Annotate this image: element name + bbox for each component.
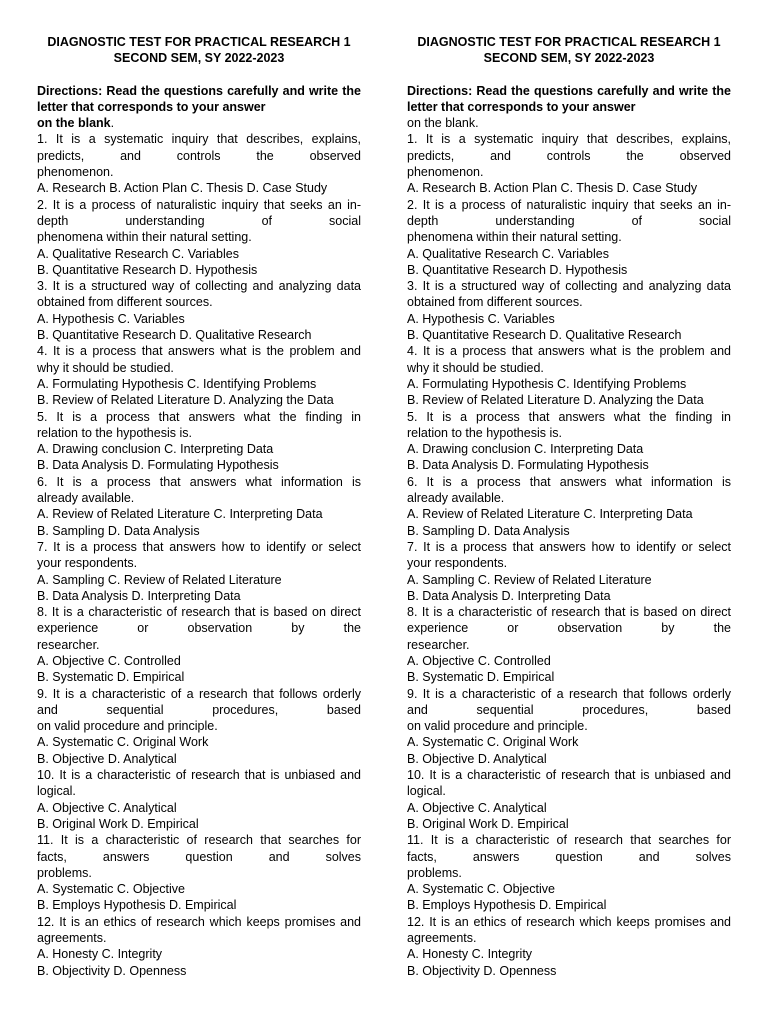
answer-options: A. Sampling C. Review of Related Literature: [407, 572, 652, 587]
question-text: why it should be studied.: [407, 360, 544, 375]
answer-options: A. Honesty C. Integrity: [37, 947, 163, 962]
answer-options: A. Objective C. Analytical: [407, 800, 547, 815]
question-text: 10. It is a characteristic of research that is unbiased and: [37, 768, 361, 783]
question-text: predicts, and controls the observed: [407, 148, 731, 163]
answer-options: B. Objectivity D. Openness: [37, 963, 187, 978]
question-text: depth understanding of social: [407, 213, 731, 228]
answer-options: B. Original Work D. Empirical: [407, 816, 569, 831]
directions: [407, 83, 731, 132]
answer-options: A. Honesty C. Integrity: [407, 947, 533, 962]
question-text: and sequential procedures, based: [407, 702, 731, 717]
question-item: [37, 832, 361, 913]
question-text: 11. It is a characteristic of research that searches for: [407, 833, 731, 848]
answer-options: B. Quantitative Research D. Qualitative Research: [407, 328, 682, 343]
question-item: [37, 409, 361, 474]
question-text: 7. It is a process that answers how to identify or select: [37, 539, 361, 554]
question-item: [37, 131, 361, 196]
question-text: on valid procedure and principle.: [37, 719, 218, 734]
question-text: 10. It is a characteristic of research that is unbiased and: [407, 768, 731, 783]
question-item: [37, 343, 361, 408]
question-text: already available.: [407, 491, 505, 506]
answer-options: B. Data Analysis D. Interpreting Data: [37, 588, 241, 603]
question-text: 1. It is a systematic inquiry that describes, explains,: [407, 132, 731, 147]
answer-options: A. Review of Related Literature C. Interpreting Data: [37, 507, 323, 522]
question-text: obtained from different sources.: [37, 295, 213, 310]
question-text: phenomenon.: [407, 165, 484, 180]
answer-options: B. Original Work D. Empirical: [37, 816, 199, 831]
answer-options: A. Hypothesis C. Variables: [407, 311, 555, 326]
question-text: agreements.: [407, 931, 477, 946]
directions-line: on the blank.: [407, 116, 479, 131]
question-text: relation to the hypothesis is.: [37, 425, 192, 440]
answer-options: A. Research B. Action Plan C. Thesis D. Case Study: [37, 181, 328, 196]
answer-options: A. Objective C. Controlled: [407, 653, 551, 668]
question-item: [407, 343, 731, 408]
question-text: agreements.: [37, 931, 107, 946]
question-text: 3. It is a structured way of collecting and analyzing data: [37, 279, 361, 294]
question-text: 9. It is a characteristic of a research that follows orderly: [407, 686, 731, 701]
question-text: facts, answers question and solves: [37, 849, 361, 864]
question-text: 12. It is an ethics of research which keeps promises and: [407, 914, 731, 929]
answer-options: A. Drawing conclusion C. Interpreting Data: [407, 442, 644, 457]
answer-options: B. Sampling D. Data Analysis: [407, 523, 570, 538]
directions-line: on the blank.: [37, 116, 115, 131]
question-item: [37, 278, 361, 343]
question-text: 11. It is a characteristic of research that searches for: [37, 833, 361, 848]
answer-options: B. Employs Hypothesis D. Empirical: [37, 898, 237, 913]
test-subtitle: SECOND SEM, SY 2022-2023: [483, 51, 655, 66]
question-text: obtained from different sources.: [407, 295, 583, 310]
answer-options: B. Systematic D. Empirical: [407, 670, 555, 685]
question-text: predicts, and controls the observed: [37, 148, 361, 163]
question-text: your respondents.: [407, 556, 508, 571]
question-item: [407, 686, 731, 767]
answer-options: A. Objective C. Analytical: [37, 800, 177, 815]
directions-line: letter that corresponds to your answer: [407, 99, 636, 114]
question-text: 12. It is an ethics of research which keeps promises and: [37, 914, 361, 929]
question-text: 2. It is a process of naturalistic inquiry that seeks an in-: [37, 197, 361, 212]
question-text: 1. It is a systematic inquiry that describes, explains,: [37, 132, 361, 147]
left-column: [37, 34, 361, 979]
question-item: [37, 914, 361, 979]
question-text: 3. It is a structured way of collecting and analyzing data: [407, 279, 731, 294]
question-text: your respondents.: [37, 556, 138, 571]
answer-options: B. Quantitative Research D. Hypothesis: [37, 262, 258, 277]
directions-line: Directions: Read the questions carefully and write the: [407, 83, 731, 98]
answer-options: B. Data Analysis D. Formulating Hypothesis: [37, 458, 279, 473]
directions-line: Directions: Read the questions carefully and write the: [37, 83, 361, 98]
answer-options: B. Review of Related Literature D. Analyzing the Data: [37, 393, 334, 408]
question-item: [37, 604, 361, 685]
answer-options: B. Data Analysis D. Formulating Hypothesis: [407, 458, 649, 473]
question-text: 7. It is a process that answers how to identify or select: [407, 539, 731, 554]
answer-options: A. Systematic C. Original Work: [37, 735, 209, 750]
answer-options: A. Formulating Hypothesis C. Identifying Problems: [37, 376, 317, 391]
question-text: phenomena within their natural setting.: [37, 230, 252, 245]
question-text: problems.: [37, 865, 92, 880]
question-item: [407, 474, 731, 539]
question-text: 5. It is a process that answers what the finding in: [407, 409, 731, 424]
question-list: [37, 131, 361, 978]
question-item: [37, 767, 361, 832]
question-text: 6. It is a process that answers what information is: [37, 474, 361, 489]
answer-options: B. Quantitative Research D. Qualitative Research: [37, 328, 312, 343]
question-text: why it should be studied.: [37, 360, 174, 375]
answer-options: A. Review of Related Literature C. Interpreting Data: [407, 507, 693, 522]
question-item: [407, 604, 731, 685]
question-item: [407, 832, 731, 913]
answer-options: A. Qualitative Research C. Variables: [407, 246, 609, 261]
question-item: [37, 686, 361, 767]
answer-options: B. Sampling D. Data Analysis: [37, 523, 200, 538]
question-text: facts, answers question and solves: [407, 849, 731, 864]
test-subtitle: SECOND SEM, SY 2022-2023: [113, 51, 285, 66]
question-text: 4. It is a process that answers what is the problem and: [407, 344, 731, 359]
answer-options: A. Formulating Hypothesis C. Identifying Problems: [407, 376, 687, 391]
question-item: [37, 474, 361, 539]
answer-options: B. Quantitative Research D. Hypothesis: [407, 262, 628, 277]
directions-line: letter that corresponds to your answer: [37, 99, 266, 114]
question-item: [407, 131, 731, 196]
answer-options: B. Objective D. Analytical: [37, 751, 177, 766]
answer-options: A. Sampling C. Review of Related Literature: [37, 572, 282, 587]
test-title: DIAGNOSTIC TEST FOR PRACTICAL RESEARCH 1: [417, 35, 721, 49]
question-text: experience or observation by the: [37, 621, 361, 636]
answer-options: A. Systematic C. Objective: [37, 882, 185, 897]
answer-options: B. Objective D. Analytical: [407, 751, 547, 766]
question-text: 4. It is a process that answers what is the problem and: [37, 344, 361, 359]
answer-options: B. Employs Hypothesis D. Empirical: [407, 898, 607, 913]
question-item: [407, 278, 731, 343]
question-text: relation to the hypothesis is.: [407, 425, 562, 440]
question-text: 9. It is a characteristic of a research that follows orderly: [37, 686, 361, 701]
answer-options: B. Data Analysis D. Interpreting Data: [407, 588, 611, 603]
answer-options: A. Qualitative Research C. Variables: [37, 246, 239, 261]
answer-options: A. Hypothesis C. Variables: [37, 311, 185, 326]
answer-options: A. Research B. Action Plan C. Thesis D. Case Study: [407, 181, 698, 196]
question-text: researcher.: [407, 637, 470, 652]
question-item: [407, 409, 731, 474]
question-text: already available.: [37, 491, 135, 506]
answer-options: B. Objectivity D. Openness: [407, 963, 557, 978]
question-text: phenomena within their natural setting.: [407, 230, 622, 245]
answer-options: B. Review of Related Literature D. Analyzing the Data: [407, 393, 704, 408]
answer-options: A. Systematic C. Objective: [407, 882, 555, 897]
right-column: [407, 34, 731, 979]
question-text: researcher.: [37, 637, 100, 652]
question-item: [37, 539, 361, 604]
question-item: [407, 539, 731, 604]
question-text: 8. It is a characteristic of research that is based on direct: [37, 605, 361, 620]
question-text: and sequential procedures, based: [37, 702, 361, 717]
answer-options: A. Systematic C. Original Work: [407, 735, 579, 750]
question-text: experience or observation by the: [407, 621, 731, 636]
question-text: on valid procedure and principle.: [407, 719, 588, 734]
directions: [37, 83, 361, 132]
question-text: 6. It is a process that answers what information is: [407, 474, 731, 489]
answer-options: A. Objective C. Controlled: [37, 653, 181, 668]
question-text: problems.: [407, 865, 462, 880]
question-text: depth understanding of social: [37, 213, 361, 228]
question-text: logical.: [37, 784, 76, 799]
question-item: [37, 197, 361, 278]
question-item: [407, 197, 731, 278]
question-text: logical.: [407, 784, 446, 799]
question-list: [407, 131, 731, 978]
question-item: [407, 767, 731, 832]
test-title: DIAGNOSTIC TEST FOR PRACTICAL RESEARCH 1: [47, 35, 351, 49]
question-text: 2. It is a process of naturalistic inquiry that seeks an in-: [407, 197, 731, 212]
answer-options: A. Drawing conclusion C. Interpreting Data: [37, 442, 274, 457]
question-text: 5. It is a process that answers what the finding in: [37, 409, 361, 424]
question-text: 8. It is a characteristic of research that is based on direct: [407, 605, 731, 620]
answer-options: B. Systematic D. Empirical: [37, 670, 185, 685]
question-item: [407, 914, 731, 979]
question-text: phenomenon.: [37, 165, 114, 180]
